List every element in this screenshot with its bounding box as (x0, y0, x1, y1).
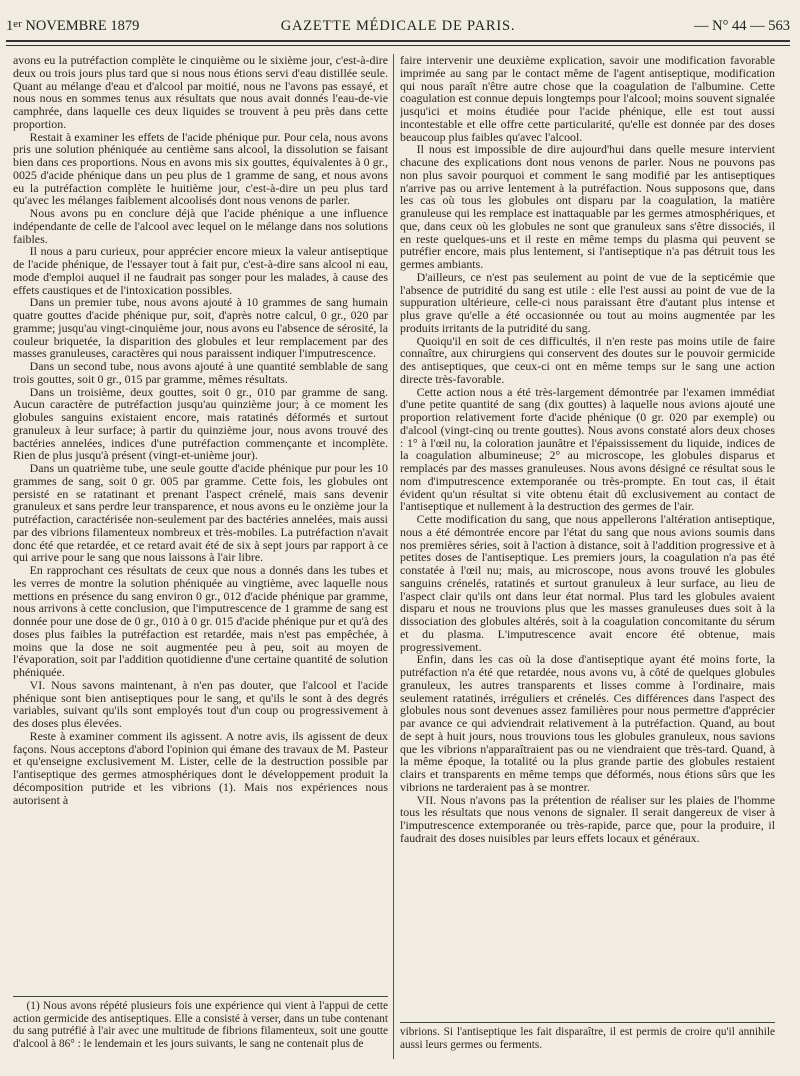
right-column (400, 54, 775, 1016)
header-rule (6, 40, 790, 46)
footnote-continuation: vibrions. Si l'antiseptique les fait disparaître, il est permis de croire qu'il annihile aussi leurs germes ou ferments. (400, 1026, 775, 1051)
issue-date: 1er NOVEMBRE 1879 (6, 18, 140, 34)
right-footnote (400, 1026, 775, 1072)
paragraph: Cette modification du sang, que nous appellerons l'altération antiseptique, nous a été démontrée encore par l'état du sang que nous avions soumis dans nos premières séries, soit à l'action à distance, soit à l'addition progressive et à petites doses de l'antiseptique. Les premiers jours, la coagulation n'a pas été constatée à l'œil nu; mais, au microscope, nous avons trouvé les globules sanguins crénelés, ratatinés et surtout granuleux à leur surface, au lieu de l'aspect clair qu'ils ont dans leur état normal. Plus tard les globules avaient disparu et nous ne trouvions plus que les masses granuleuses dues soit à la dissociation des globules altérés, soit à la coagulation concomitante du sérum et du plasma. L'imputrescence avait encore été obtenue, mais progressivement. (400, 512, 775, 654)
paragraph: Enfin, dans les cas où la dose d'antiseptique ayant été moins forte, la putréfaction n'a été que retardée, nous avons vu, à côté de quelques globules granuleux, les autres transparents et lisses comme à l'ordinaire, mais seulement ratatinés, irréguliers et crénelés. Ces différences dans l'aspect des globules nous sont devenues assez familières pour nous permettre d'apprécier par avance ce qui adviendrait relativement à la putréfaction. Quand, au bout de sept à huit jours, nous trouvions tous les globules granuleux, nous savions que les vibrions n'apparaîtraient pas ou ne viendraient que très-tard. Quand, à la même époque, la totalité ou la plus grande partie des globules restaient clairs et transparents en même temps que déformés, nous étions sûrs que les vibrions ne tarderaient pas à se montrer. (400, 652, 775, 794)
paragraph: Restait à examiner les effets de l'acide phénique pur. Pour cela, nous avons pris une solution phéniquée au centième sans alcool, la dissolution se faisant bien dans ces proportions. Nous en avons mis six gouttes, équivalentes à 0 gr., 0025 d'acide phénique dans un peu plus de 1 gramme de sang, et nous avons eu la putréfaction complète le huitième jour, c'est-à-dire un peu plus tard qu'avec les mélanges faiblement alcoolisés dont nous venons de parler. (13, 129, 388, 208)
footnote-text: (1) Nous avons répété plusieurs fois une expérience qui vient à l'appui de cette action germicide des antiseptiques. Elle a consisté à verser, dans un tube contenant du sang putréfié à l'air avec une multitude de fibrions filamenteux, soit une goutte d'alcool à 86° : le lendemain et les jours suivants, le sang ne contenait plus de (13, 1000, 388, 1050)
paragraph: Dans un second tube, nous avons ajouté à une quantité semblable de sang trois gouttes, soit 0 gr., 015 par gramme, mêmes résultats. (13, 359, 388, 386)
paragraph: Quoiqu'il en soit de ces difficultés, il n'en reste pas moins utile de faire connaître, aux chirurgiens qui conservent des doutes sur le pouvoir germicide des antiseptiques, que ceux-ci ont en même temps sur le sang une action directe très-favorable. (400, 333, 775, 386)
footnote-rule (13, 996, 388, 997)
column-divider (393, 54, 394, 1059)
paragraph: Dans un troisième, deux gouttes, soit 0 gr., 010 par gramme de sang. Aucun caractère de putréfaction jusqu'au quinzième jour; à ce moment les globules sanguins existaient encore, mais ratatinés déformés et surtout granuleux à leur surface; à partir du quinzième jour, nous avons trouvé des bactéries annelées, indices d'une putréfaction commençante et incomplète. Rien de plus jusqu'à présent (vingt-et-unième jour). (13, 384, 388, 463)
paragraph: Il nous est impossible de dire aujourd'hui dans quelle mesure intervient chacune des explications dont nous venons de parler. Nous ne pouvons pas non plus savoir pourquoi et comment le sang modifié par les antiseptiques n'arrive pas ou arrive lentement à la putréfaction. Nous supposons que, dans les cas où tous les globules ont disparu par la coagulation, la matière granuleuse qui les remplace est inattaquable par les germes atmosphériques, et que, dans ceux où les globules ne sont que granuleux sans s'être dissociés, il en reste quelques-uns et il reste en même temps du plasma qui peuvent se putréfier encore, mais plus lentement, si l'antiseptique n'a pas détruit tous les germes ambiants. (400, 142, 775, 271)
paragraph: Il nous a paru curieux, pour apprécier encore mieux la valeur antiseptique de l'acide phénique, de l'essayer tout à fait pur, c'est-à-dire sans alcool ni eau, mode d'emploi auquel il ne faudrait pas songer pour les malades, à cause des effets caustiques et de l'intoxication possibles. (13, 244, 388, 297)
paragraph: avons eu la putréfaction complète le cinquième ou le sixième jour, c'est-à-dire deux ou trois jours plus tard que si nous nous étions servi d'eau distillée seule. Quant au mélange d'eau et d'alcool par moitié, nous ne l'avons pas essayé, et nous nous en sommes tenus aux résultats que nous avait donnés l'eau-de-vie camphrée, dans laquelle ces deux liquides se trouvent à peu près dans cette proportion. (13, 54, 388, 131)
left-footnote (13, 1000, 388, 1072)
paragraph: D'ailleurs, ce n'est pas seulement au point de vue de la septicémie que l'absence de putridité du sang est utile : elle l'est aussi au point de vue de la suppuration ultérieure, celle-ci nous paraissant être d'autant plus intense et plus grave qu'elle a été occasionnée ou tout au moins augmentée par les produits irritants de la putridité du sang. (400, 269, 775, 335)
paragraph: VII. Nous n'avons pas la prétention de réaliser sur les plaies de l'homme tous les résultats que nous venons de signaler. Il serait dangereux de viser à l'imputrescence extemporanée ou très-rapide, parce que, pour la produire, il faudrait des doses nuisibles par leurs effets locaux et généraux. (400, 792, 775, 845)
footnote-rule (400, 1022, 775, 1023)
paragraph: Cette action nous a été très-largement démontrée par l'examen immédiat d'une petite quantité de sang (dix gouttes) à laquelle nous avions ajouté une proportion relativement forte d'acide phénique (0 gr. 020 par exemple) ou d'alcool (vingt-cinq ou trente gouttes). Nous avons constaté alors deux choses : 1° à l'œil nu, la coloration jaunâtre et l'épaississement du liquide, indices de la coagulation albumineuse; 2° au microscope, les globules disparus et remplacés par des masses granuleuses. Nous avons désigné ce résultat sous le nom d'imputrescence extemporanée ou très-prompte. En tout cas, il était évident qu'un résultat si vite obtenu était dû exclusivement au contact de l'antiseptique et nullement à la destruction des germes de l'air. (400, 384, 775, 514)
left-column (13, 54, 388, 989)
paragraph: En rapprochant ces résultats de ceux que nous a donnés dans les tubes et les verres de montre la solution phéniquée au vingtième, avec laquelle nous mettions en présence du sang environ 0 gr., 012 d'acide phénique par gramme, nous arrivons à cette conclusion, que l'imputrescence de 1 gramme de sang est donnée pour une dose de 0 gr., 010 à 0 gr. 015 d'acide phénique pur et qu'à des doses plus faibles la putréfaction est retardée, mais n'est pas empêchée, à moins que la dose ne soit augmentée peu à peu, soit au moyen de l'évaporation, soit par l'addition quotidienne d'une certaine quantité de solution phéniquée. (13, 563, 388, 679)
paragraph: Dans un premier tube, nous avons ajouté à 10 grammes de sang humain quatre gouttes d'acide phénique pur, soit, d'après notre calcul, 0 gr., 020 par gramme; jusqu'au vingt-cinquième jour, nous avons eu l'absence de sérosité, la couleur briquetée, la disparition des globules et leur remplacement par des masses granuleuses, caractères qui nous paraissent indiquer l'imputrescence. (13, 295, 388, 361)
journal-title: GAZETTE MÉDICALE DE PARIS. (280, 18, 516, 34)
paragraph: faire intervenir une deuxième explication, savoir une modification favorable imprimée au sang par le contact même de l'agent antiseptique, modification qui nous paraît n'être autre chose que la coagulation de l'albumine. Cette coagulation est connue depuis longtemps pour l'alcool; moins souvent signalée jusqu'ici et moins étudiée pour l'acide phénique, elle est tout aussi incontestable et elle offre cette particularité, qu'elle est donnée par des doses beaucoup plus faibles qu'avec l'alcool. (400, 54, 775, 144)
issue-and-page-number: — N° 44 — 563 (693, 18, 790, 34)
paragraph: Dans un quatrième tube, une seule goutte d'acide phénique pur pour les 10 grammes de sang, soit 0 gr. 005 par gramme. Cette fois, les globules ont persisté en se ratatinant et prenant l'aspect crénelé, mais sans devenir granuleux et sans perdre leur transparence, et nous avons eu le onzième jour la putréfaction, caractérisée non-seulement par des bactéries annelées, mais aussi par des vibrions filamenteux nombreux et très-mobiles. La putréfaction n'avait donc été que retardée, et ce retard avait été de six à sept jours par rapport à ce qui arrive pour le sang que nous laissons à l'air libre. (13, 461, 388, 565)
paragraph: Nous avons pu en conclure déjà que l'acide phénique a une influence indépendante de celle de l'alcool avec lequel on le mélange dans nos solutions faibles. (13, 206, 388, 246)
paragraph: VI. Nous savons maintenant, à n'en pas douter, que l'alcool et l'acide phénique sont bien antiseptiques pour le sang, et qu'ils le sont à des degrés variables, suivant qu'ils sont employés tout d'un coup ou progressivement à des doses plus élevées. (13, 677, 388, 730)
page-header (6, 14, 790, 38)
paragraph: Reste à examiner comment ils agissent. A notre avis, ils agissent de deux façons. Nous acceptons d'abord l'opinion qui émane des travaux de M. Pasteur et qu'enseigne exclusivement M. Lister, celle de la destruction possible par l'antiseptique des germes atmosphériques dont le développement produit la décomposition putride et les vibrions (1). Mais nos expériences nous autorisent à (13, 728, 388, 807)
